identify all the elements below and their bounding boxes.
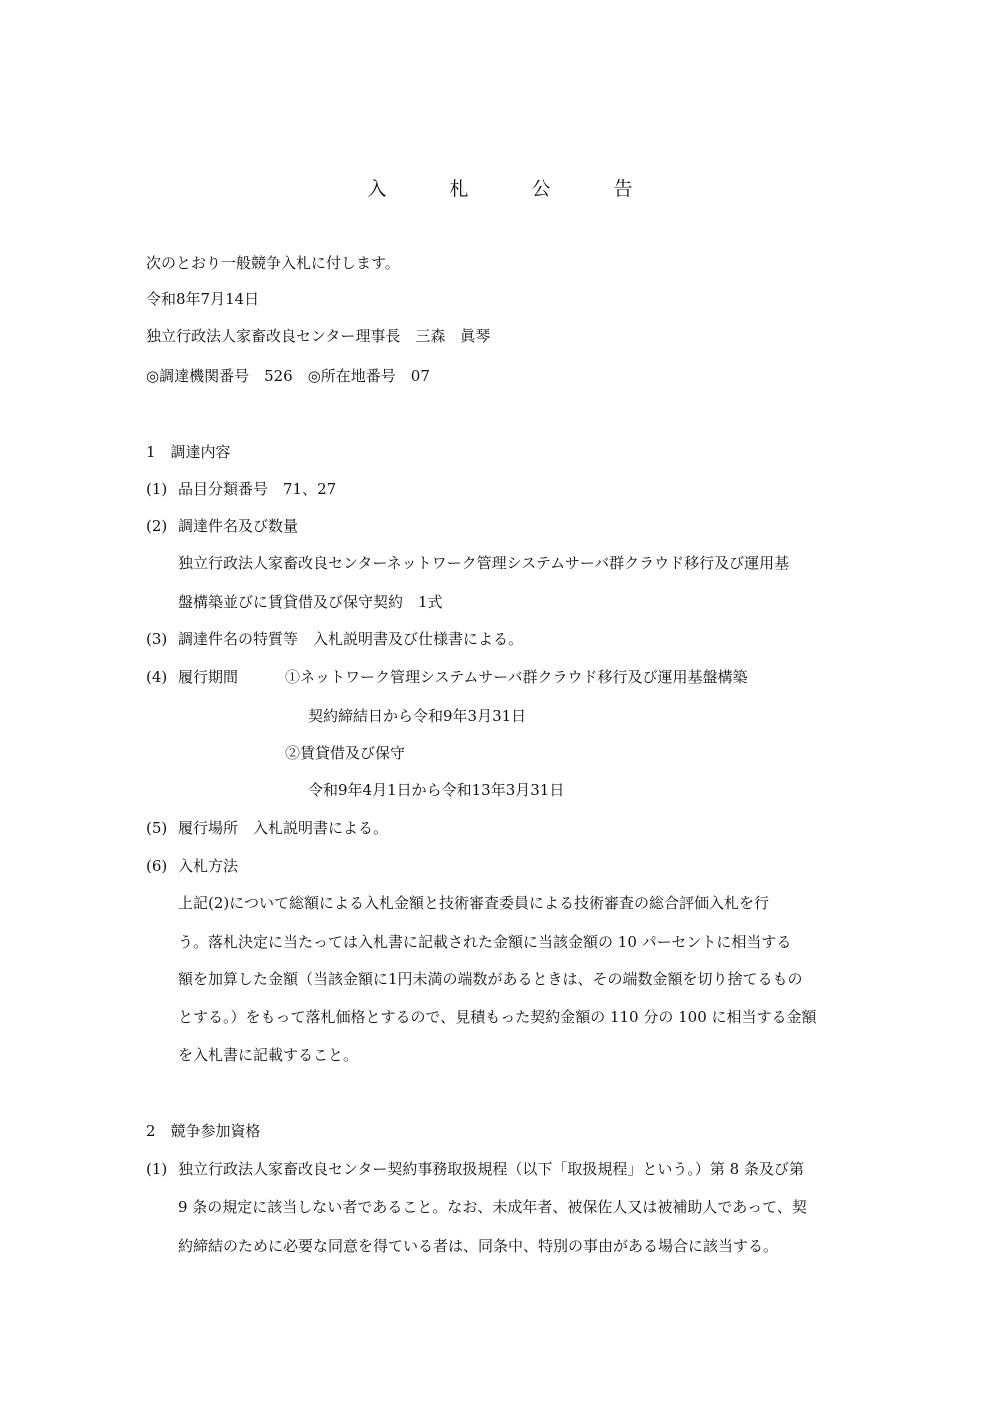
item-1-2-body: 盤構築並びに賃貸借及び保守契約 1式 bbox=[178, 593, 443, 611]
period-1-title: ①ネットワーク管理システムサーバ群クラウド移行及び運用基盤構築 bbox=[285, 668, 748, 686]
item-1-2-body: 独立行政法人家畜改良センターネットワーク管理システムサーバ群クラウド移行及び運用基 bbox=[178, 554, 790, 572]
eligibility-line: 約締結のために必要な同意を得ている者は、同条中、特別の事由がある場合に該当する。 bbox=[178, 1237, 779, 1255]
announcement-date: 令和8年7月14日 bbox=[146, 290, 260, 308]
bid-method-line: 額を加算した金額（当該金額に1円未満の端数があるときは、その端数金額を切り捨てるもの bbox=[178, 970, 803, 988]
agency-codes: ◎調達機関番号 526 ◎所在地番号 07 bbox=[146, 367, 430, 385]
item-1-6-number: (6) bbox=[146, 857, 168, 875]
eligibility-line: 9 条の規定に該当しない者であること。なお、未成年者、被保佐人又は被補助人であって、契 bbox=[178, 1198, 807, 1216]
issuer: 独立行政法人家畜改良センター理事長 三森 眞琴 bbox=[146, 327, 491, 345]
bid-method-line: う。落札決定に当たっては入札書に記載された金額に当該金額の 10 パーセントに相当する bbox=[178, 933, 792, 951]
item-1-1-text: 品目分類番号 71、27 bbox=[178, 480, 337, 498]
item-1-2-heading: 調達件名及び数量 bbox=[178, 517, 299, 535]
item-1-5-text: 履行場所 入札説明書による。 bbox=[178, 819, 389, 837]
item-1-3-number: (3) bbox=[146, 630, 168, 648]
period-1-dates: 契約締結日から令和9年3月31日 bbox=[308, 707, 527, 725]
item-1-3-text: 調達件名の特質等 入札説明書及び仕様書による。 bbox=[178, 630, 524, 648]
section1-heading: 1 調達内容 bbox=[146, 443, 231, 461]
item-1-6-heading: 入札方法 bbox=[178, 857, 239, 875]
item-2-1-number: (1) bbox=[146, 1160, 168, 1178]
item-1-5-number: (5) bbox=[146, 819, 168, 837]
bid-method-line: 上記(2)について総額による入札金額と技術審査委員による技術審査の総合評価入札を行 bbox=[178, 894, 769, 912]
document-title: 入 札 公 告 bbox=[367, 178, 655, 200]
period-2-title: ②賃貸借及び保守 bbox=[285, 744, 406, 762]
item-1-2-number: (2) bbox=[146, 517, 168, 535]
intro-text: 次のとおり一般競争入札に付します。 bbox=[146, 254, 400, 272]
item-1-1-number: (1) bbox=[146, 480, 168, 498]
period-2-dates: 令和9年4月1日から令和13年3月31日 bbox=[308, 781, 565, 799]
item-1-4-label: 履行期間 bbox=[178, 668, 239, 686]
bid-method-line: を入札書に記載すること。 bbox=[178, 1046, 359, 1064]
item-1-4-number: (4) bbox=[146, 668, 168, 686]
section2-heading: 2 競争参加資格 bbox=[146, 1122, 261, 1140]
eligibility-line: 独立行政法人家畜改良センター契約事務取扱規程（以下「取扱規程」という。）第 8 条及び第 bbox=[178, 1160, 804, 1178]
bid-method-line: とする。）をもって落札価格とするので、見積もった契約金額の 110 分の 100 に相当する金額 bbox=[178, 1008, 817, 1026]
